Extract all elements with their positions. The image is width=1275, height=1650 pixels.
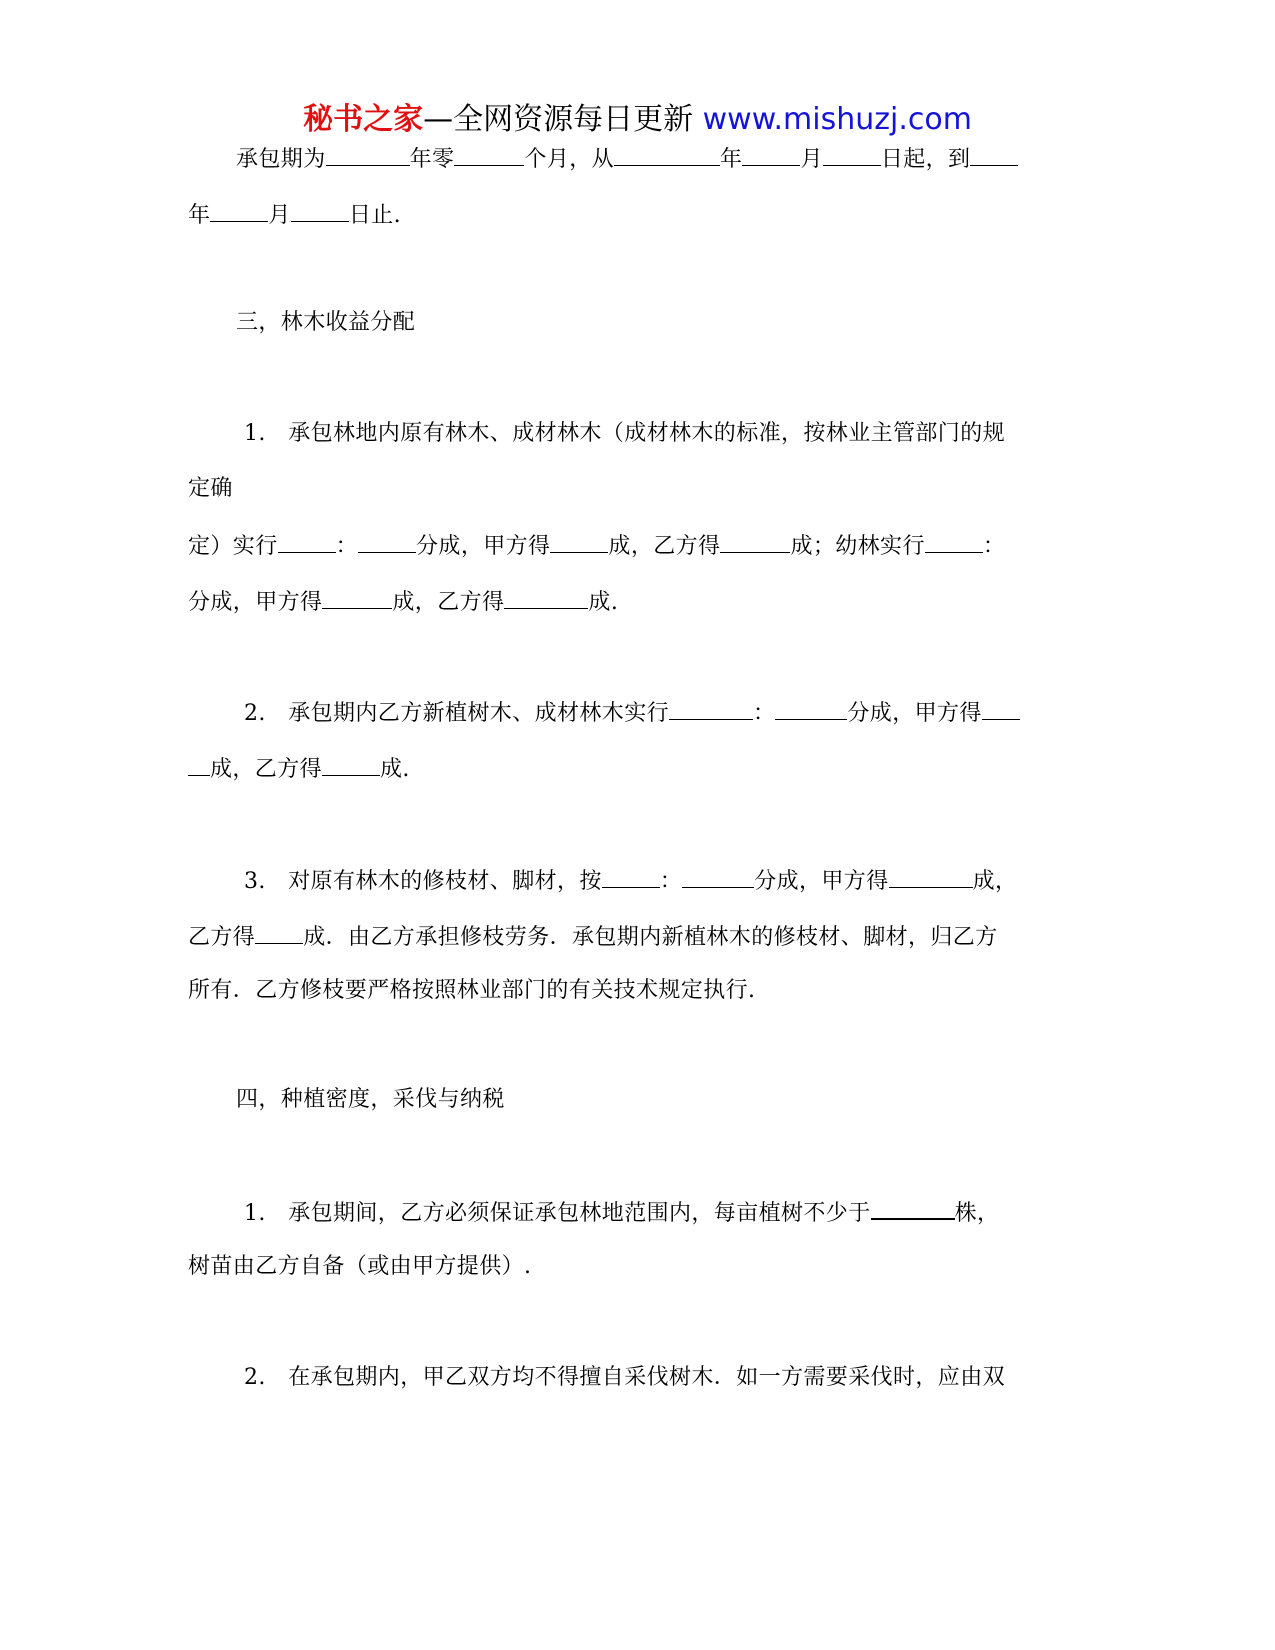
text: 成，乙方得 <box>392 590 505 615</box>
text: 定）实行 <box>188 534 278 559</box>
blank-end-year <box>970 143 1018 166</box>
item-3-1-line-2: 定确 <box>188 476 233 501</box>
text: 成，乙方得 <box>210 757 323 782</box>
text: 成， <box>972 869 1018 894</box>
text: 1. 承包期间，乙方必须保证承包林地范围内，每亩植树不少于 <box>244 1201 871 1226</box>
section-heading-4: 四，种植密度，采伐与纳税 <box>236 1087 505 1112</box>
blank-trees-per-mu <box>871 1196 955 1220</box>
blank-start-month <box>742 143 800 166</box>
blank <box>255 921 303 944</box>
text: 分成，甲方得 <box>847 701 982 726</box>
term-line-1 <box>236 143 1018 175</box>
site-header <box>0 100 1275 140</box>
blank <box>775 697 847 720</box>
text: 年零 <box>409 147 455 172</box>
item-3-1-line-3 <box>188 530 1005 562</box>
blank-start-year <box>614 143 720 166</box>
text: 日起，到 <box>880 147 971 172</box>
blank-end-month <box>210 199 268 222</box>
blank <box>322 753 380 776</box>
item-3-3-line-3: 所有．乙方修枝要严格按照林业部门的有关技术规定执行. <box>188 978 756 1003</box>
item-4-2-line-1: 2. 在承包期内，甲乙双方均不得擅自采伐树木．如一方需要采伐时，应由双 <box>244 1365 1005 1390</box>
header-slogan: —全网资源每日更新 <box>423 102 694 137</box>
item-3-3-line-1 <box>244 865 1017 897</box>
text: 成，乙方得 <box>608 534 721 559</box>
brand-name: 秘书之家 <box>303 102 424 137</box>
text: 分成，甲方得 <box>416 534 551 559</box>
text: ： <box>982 534 1006 559</box>
text: 承包期为 <box>236 147 326 172</box>
blank <box>278 530 336 553</box>
text: 株， <box>954 1201 1000 1226</box>
item-3-2-line-1 <box>244 697 1020 729</box>
text: 年 <box>720 147 743 172</box>
text: ： <box>659 869 683 894</box>
item-3-3-line-2 <box>188 921 998 953</box>
text: 2. 承包期内乙方新植树木、成材林木实行 <box>244 701 669 726</box>
item-3-1-line-4 <box>188 586 618 618</box>
text: ： <box>335 534 359 559</box>
blank <box>982 697 1020 720</box>
site-url-link[interactable]: www.mishuzj.com <box>702 102 972 137</box>
text: 月 <box>268 203 291 228</box>
blank-start-day <box>823 143 881 166</box>
blank-years <box>326 143 410 166</box>
blank <box>550 530 608 553</box>
item-4-1-line-2: 树苗由乙方自备（或由甲方提供）. <box>188 1254 532 1279</box>
blank <box>602 865 660 888</box>
text: 成．由乙方承担修枝劳务．承包期内新植林木的修枝材、脚材，归乙方 <box>303 925 998 950</box>
text: 年 <box>188 203 211 228</box>
text: 分成，甲方得 <box>188 590 323 615</box>
blank <box>720 530 790 553</box>
blank <box>358 530 416 553</box>
item-3-1-line-1: 1. 承包林地内原有林木、成材林木（成材林木的标准，按林业主管部门的规 <box>244 421 1005 446</box>
section-heading-3: 三，林木收益分配 <box>236 310 416 335</box>
blank <box>188 753 210 776</box>
blank-end-day <box>291 199 349 222</box>
blank <box>925 530 983 553</box>
text: 成. <box>380 757 410 782</box>
text: 分成，甲方得 <box>754 869 889 894</box>
blank <box>682 865 754 888</box>
item-4-1-line-1 <box>244 1196 999 1229</box>
text: 日止. <box>348 203 402 228</box>
text: 月 <box>800 147 823 172</box>
blank <box>504 586 588 609</box>
text: 乙方得 <box>188 925 256 950</box>
text: 个月，从 <box>524 147 615 172</box>
blank <box>889 865 973 888</box>
blank <box>322 586 392 609</box>
blank <box>669 697 753 720</box>
text: 成；幼林实行 <box>790 534 925 559</box>
blank-months <box>454 143 524 166</box>
term-line-2 <box>188 199 401 231</box>
text: ： <box>753 701 776 726</box>
text: 成. <box>588 590 619 615</box>
text: 3. 对原有林木的修枝材、脚材，按 <box>244 869 602 894</box>
item-3-2-line-2 <box>188 753 410 785</box>
